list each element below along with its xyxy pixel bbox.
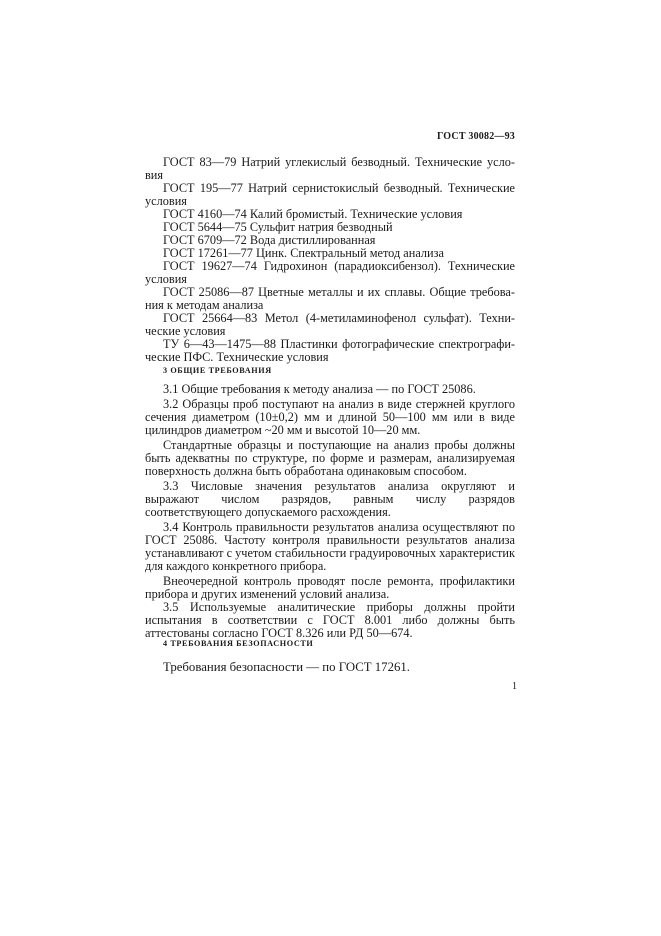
paragraph: 3.2 Образцы проб поступают на анализ в виде стержней круглого сечения диаметром (10±0,2) мм и длиной 50—100 мм или в виде цилиндров диаметром ~20 мм и высотой 10—20 мм. [145,397,515,437]
section-4-heading: 4 ТРЕБОВАНИЯ БЕЗОПАСНОСТИ [163,639,314,648]
section-3-heading: 3 ОБЩИЕ ТРЕБОВАНИЯ [163,366,272,375]
reference-item: ГОСТ 83—79 Натрий углекислый безводный. Технические усло-вия [145,155,515,182]
paragraph: Внеочередной контроль проводят после ремонта, профилактики прибора и других изменений условий анализа. [145,574,515,601]
paragraph: Требования безопасности — по ГОСТ 17261. [163,660,410,674]
reference-item: ГОСТ 17261—77 Цинк. Спектральный метод анализа [163,246,444,260]
document-code-header: ГОСТ 30082—93 [436,131,515,142]
reference-item: ГОСТ 6709—72 Вода дистиллированная [163,233,376,247]
reference-item: ГОСТ 4160—74 Калий бромистый. Технические условия [163,207,463,221]
reference-item: ГОСТ 195—77 Натрий сернистокислый безводный. Технические условия [145,181,515,208]
reference-item: ГОСТ 25086—87 Цветные металлы и их сплавы. Общие требова-ния к методам анализа [145,285,515,312]
reference-item: ГОСТ 25664—83 Метол (4-метиламинофенол сульфат). Техни-ческие условия [145,311,515,338]
normative-references-list [145,156,515,364]
reference-item: ГОСТ 19627—74 Гидрохинон (парадиоксибензол). Технические условия [145,259,515,286]
paragraph: 3.1 Общие требования к методу анализа — по ГОСТ 25086. [163,382,476,396]
paragraph: Стандартные образцы и поступающие на анализ пробы должны быть адекватны по структуре, по форме и размерам, анализируемая поверхность должна быть обработана одинаковым способом. [145,438,515,478]
section-4-body [145,661,515,674]
paragraph: 3.4 Контроль правильности результатов анализа осуществляют по ГОСТ 25086. Частоту контроля правильности результатов анализа устанавливают с учетом стабильности градуировочных характеристик для каждого конкретного прибора. [145,520,515,573]
page-number: 1 [512,681,517,692]
reference-item: ГОСТ 5644—75 Сульфит натрия безводный [163,220,393,234]
paragraph: 3.3 Числовые значения результатов анализа округляют и выражают числом разрядов, равным числу разрядов соответствующего допускаемого расхождения. [145,479,515,519]
reference-item: ТУ 6—43—1475—88 Пластинки фотографические спектрографи-ческие ПФС. Технические условия [145,337,515,364]
section-3-body [145,383,515,640]
paragraph: 3.5 Используемые аналитические приборы должны пройти испытания в соответствии с ГОСТ 8.001 либо должны быть аттестованы согласно ГОСТ 8.326 или РД 50—674. [145,600,515,640]
